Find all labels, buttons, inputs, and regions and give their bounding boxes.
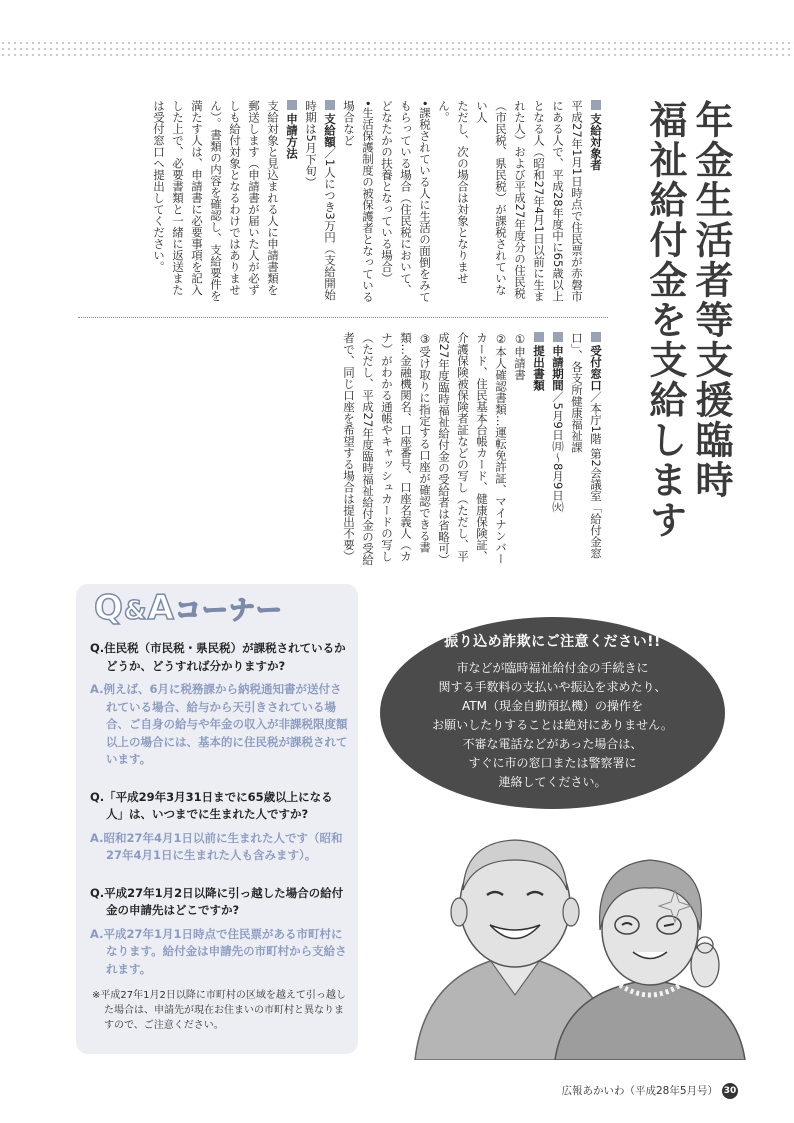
exception-intro: ただし、次の場合は対象となりません。 (437, 100, 470, 284)
eligibility-heading: 支給対象者 (589, 113, 603, 171)
elderly-couple-illustration (405, 820, 750, 1060)
square-bullet-icon (325, 100, 335, 110)
period-text: ／5月9日㈪～8月9日㈫ (551, 391, 565, 513)
qa-heading (94, 588, 283, 628)
qa-corner (76, 584, 358, 1054)
exception-bullet-2-text: 生活保護制度の被保護者となっている場合など (342, 100, 375, 303)
qa-body (90, 640, 348, 1033)
publication-name: 広報あかいわ（平成28年5月号） (561, 1085, 718, 1097)
answer-2: A.昭和27年4月1日以前に生まれた人です（昭和27年4月1日に生まれた人も含みます）。 (90, 830, 343, 862)
counter-text: ／本庁1階 第2会議室「給付金窓口」、各支所健康福祉課 (570, 332, 603, 559)
fraud-warning-line-4: お願いしたりすることは絶対にありません。 (432, 718, 673, 732)
qa-heading-rest: コーナー (174, 596, 283, 626)
fraud-warning-line-7: 連絡してください。 (498, 775, 607, 789)
fraud-warning-line-3: ATM（現金自動預払機）の操作を (462, 699, 643, 713)
page-footer (561, 1083, 738, 1099)
amount-row (301, 100, 339, 305)
doc-item-1: ①申請書 (513, 332, 527, 381)
page-number: 30 (722, 1083, 738, 1099)
square-bullet-icon (534, 332, 544, 342)
answer-1: A.例えば、6月に税務課から納税通知書が送付されている場合、給与から天引きされている場合、ご自身の給与や年金の収入が非課税限度額以上の場合には、基本的に住民税が課税されています。 (90, 682, 348, 766)
page-title (642, 100, 734, 620)
question-1: Q.住民税（市民税・県民税）が課税されているかどうか、どうすれば分かりますか? (90, 641, 346, 673)
square-bullet-icon (591, 332, 601, 342)
amount-text: ／1人につき3万円（支給開始時期は5月下旬） (304, 100, 337, 301)
doc-item-2: ②本人確認書類…運転免許証、マイナンバーカード、住民基本台帳カード、健康保険証、介護保険被保険者証などの写し（ただし、平成27年度臨時福祉給付金の受給者は省略可） (437, 332, 508, 566)
method-text: 支給対象と見込まれる人に申請書類を郵送します（申請書が届いた人が必ずしも給付対象となるわけではありません）。書類の内容を確認し、支給要件を満たす人は、申請書に必要事項を記入した上で、必要書類と一緒に返送または受付窓口へ提出してください。 (152, 100, 280, 302)
period-heading: 申請期間 (551, 345, 565, 391)
eligibility-section (85, 100, 605, 305)
question-3: Q.平成27年1月2日以降に引っ越した場合の給付金の申請先はどこですか? (90, 885, 344, 917)
fraud-warning-line-5: 不審な電話などがあった場合は、 (462, 737, 643, 751)
answer-3: A.平成27年1月1日時点で住民票がある市町村になります。給付金は申請先の市町村から支給されます。 (90, 926, 347, 976)
counter-heading: 受付窓口 (589, 345, 603, 391)
counter-row (567, 332, 605, 572)
fraud-warning-line-2: 関する手数料の支払いや振込を求めたり、 (438, 680, 667, 694)
square-bullet-icon (287, 100, 297, 110)
doc-item-3: ③受け取りに指定する口座が確認できる書類…金融機関名、口座番号、口座名義人（カナ）がわかる通帳やキャッシュカードの写し（ただし、平成27年度臨時福祉給付金の受給者で、同じ口座を希望する場合は提出不要） (342, 332, 432, 566)
qa-heading-amp: & (123, 596, 148, 626)
method-heading-row (282, 100, 301, 305)
title-line-1: 年金生活者等支援臨時 (689, 100, 733, 500)
eligibility-heading-row (586, 100, 605, 305)
exception-bullet-1-text: 課税されている人に生活の面倒をみてもらっている場合（住民税において、どなたかの扶養となっている場合） (380, 100, 432, 303)
docs-heading: 提出書類 (532, 345, 546, 391)
qa-heading-a: A (147, 588, 175, 628)
method-heading: 申請方法 (285, 113, 299, 159)
question-2: Q.「平成29年3月31日までに65歳以上になる人」は、いつまでに生まれた人ですか? (90, 789, 333, 821)
title-line-2: 福祉給付金を支給します (643, 100, 687, 540)
application-section (150, 332, 605, 572)
fraud-warning-line-1: 市などが臨時福祉給付金の手続きに (456, 661, 649, 675)
fraud-warning-line-6: すぐに市の窓口または警察署に (468, 756, 637, 770)
top-dotted-band (0, 40, 794, 56)
fraud-warning (380, 617, 725, 809)
fraud-warning-title: 振り込め詐欺にご注意ください!! (444, 634, 661, 650)
amount-heading: 支給額 (323, 113, 337, 148)
eligibility-text: 平成27年1月1日時点で住民票が赤磐市にある人で、平成28年度中に65歳以上となる人（昭和27年4月1日以前に生まれた人）および平成27年度分の住民税（市民税、県民税）が課税されていない人 (475, 100, 584, 302)
period-row (548, 332, 567, 572)
square-bullet-icon (553, 332, 563, 342)
docs-heading-row (529, 332, 548, 572)
square-bullet-icon (591, 100, 601, 110)
section-divider (78, 317, 608, 318)
qa-heading-q: Q (94, 588, 124, 628)
exception-bullet-2: •生活保護制度の被保護者となっている場合など (342, 100, 375, 303)
qa-note: ※平成27年1月2日以降に市町村の区域を越えて引っ越した場合は、申請先が現在お住まいの市町村と異なりますので、ご注意ください。 (92, 990, 346, 1031)
exception-bullet-1: •課税されている人に生活の面倒をみてもらっている場合（住民税において、どなたかの扶養となっている場合） (380, 100, 432, 303)
